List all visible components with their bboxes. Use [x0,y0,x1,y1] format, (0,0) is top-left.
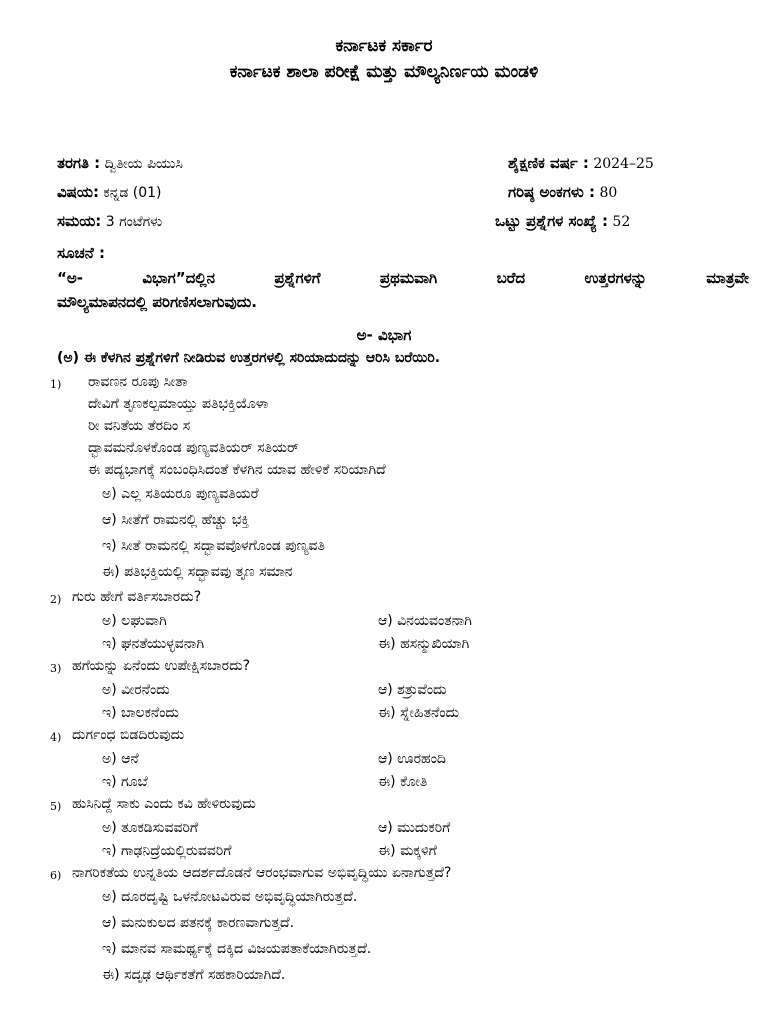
question-1-verse-line-3: ರೀ ವನಿತೆಯ ತೆರದಿಂ ಸ [88,418,191,434]
question-count-label: ಒಟ್ಟು ಪ್ರಶ್ನೆಗಳ ಸಂಖ್ಯೆ : [495,212,608,230]
question-6-option-c[interactable]: ಇ) ಮಾನವ ಸಾಮರ್ಥ್ಯಕ್ಕೆ ದಕ್ಕಿದ ವಿಜಯಪತಾಕೆಯಾಗಿರುತ್ತದೆ. [102,941,372,957]
question-4-option-a[interactable]: ಅ) ಆನೆ [102,751,139,767]
question-3-number: 3) [50,662,62,675]
question-6-number: 6) [50,869,62,882]
question-5-option-d[interactable]: ಈ) ಮಕ್ಕಳಿಗೆ [378,843,437,859]
marks-value: 80 [595,185,618,201]
question-3-option-c[interactable]: ಇ) ಬಾಲಕನೆಂದು [102,705,179,721]
subject-info [57,182,161,201]
question-count-value: 52 [607,214,631,230]
question-5-text: ಹುಸಿನಿದ್ದೆ ಸಾಕು ಎಂದು ಕವಿ ಹೇಳಿರುವುದು [72,796,256,812]
question-4-option-b[interactable]: ಆ) ಊರಹಂದಿ [378,751,446,767]
question-5-option-b[interactable]: ಆ) ಮುದುಕರಿಗೆ [378,820,451,836]
question-4-text: ದುರ್ಗಂಧ ಬಿಡದಿರುವುದು [72,727,185,743]
class-label: ತರಗತಿ : [57,154,101,172]
question-6-option-a[interactable]: ಅ) ದೂರದೃಷ್ಟಿ ಒಳನೋಟವಿರುವ ಅಭಿವೃದ್ಧಿಯಾಗಿರುತ್ತದೆ. [102,889,358,905]
year-label: ಶೈಕ್ಷಣಿಕ ವರ್ಷ : [508,154,589,172]
question-4-option-c[interactable]: ಇ) ಗೂಬೆ [102,774,148,790]
government-title: ಕರ್ನಾಟಕ ಸರ್ಕಾರ [335,36,433,56]
section-title: ಅ- ವಿಭಾಗ [356,326,412,344]
year-info [508,153,654,172]
question-5-option-c[interactable]: ಇ) ಗಾಢನಿದ್ರೆಯಲ್ಲಿರುವವರಿಗೆ [102,843,232,859]
marks-label: ಗರಿಷ್ಠ ಅಂಕಗಳು : [508,183,595,201]
question-3-option-b[interactable]: ಆ) ಶತ್ರುವೆಂದು [378,682,447,698]
question-4-option-d[interactable]: ಈ) ಕೋತಿ [378,774,428,790]
question-1-option-a[interactable]: ಅ) ಎಲ್ಲ ಸತಿಯರೂ ಪುಣ್ಯವತಿಯರೆ [102,486,259,502]
question-1-verse-line-1: ರಾವಣನ ರೂಪು ಸೀತಾ [88,374,188,390]
question-5-number: 5) [50,800,62,813]
question-1-option-b[interactable]: ಆ) ಸೀತೆಗೆ ರಾಮನಲ್ಲಿ ಹೆಚ್ಚು ಭಕ್ತಿ [102,512,250,528]
question-3-option-a[interactable]: ಅ) ವೀರನೆಂದು [102,682,170,698]
marks-info [508,182,617,201]
question-2-option-b[interactable]: ಆ) ವಿನಯವಂತನಾಗಿ [378,613,472,629]
question-1-verse-line-4: ದ್ಭಾವಮನೊಳಕೊಂಡ ಪುಣ್ಯವತಿಯರ್ ಸತಿಯರ್ [88,440,299,456]
question-2-option-d[interactable]: ಈ) ಹಸನ್ಮುಖಿಯಾಗಿ [378,636,470,652]
subject-label: ವಿಷಯ: [57,183,99,201]
time-label: ಸಮಯ: [57,212,102,230]
question-2-text: ಗುರು ಹೇಗೆ ವರ್ತಿಸಬಾರದು? [72,589,202,605]
question-2-option-a[interactable]: ಅ) ಲಘುವಾಗಿ [102,613,167,629]
question-1-number: 1) [50,378,62,391]
question-1-option-c[interactable]: ಇ) ಸೀತೆ ರಾಮನಲ್ಲಿ ಸದ್ಭಾವವೊಳಗೊಂಡ ಪುಣ್ಯವತಿ [102,538,325,554]
instructions-line-1: “ಅ- ವಿಭಾಗ”ದಲ್ಲಿನ ಪ್ರಶ್ನೆಗಳಿಗೆ ಪ್ರಥಮವಾಗಿ ಬರೆದ ಉತ್ತರಗಳನ್ನು ಮಾತ್ರವೇ [57,269,749,287]
question-6-option-d[interactable]: ಈ) ಸದೃಢ ಆರ್ಥಿಕತೆಗೆ ಸಹಕಾರಿಯಾಗಿದೆ. [102,967,286,983]
question-2-option-c[interactable]: ಇ) ಘನತೆಯುಳ್ಳವನಾಗಿ [102,636,205,652]
question-3-text: ಹಗೆಯನ್ನು ಏನೆಂದು ಉಪೇಕ್ಷಿಸಬಾರದು? [72,658,251,674]
instructions-line-2: ಮೌಲ್ಯಮಾಪನದಲ್ಲಿ ಪರಿಗಣಿಸಲಾಗುವುದು. [57,293,257,311]
year-value: 2024–25 [588,156,654,172]
question-1-option-d[interactable]: ಈ) ಪತಿಭಕ್ತಿಯಲ್ಲಿ ಸದ್ಭಾವವು ತೃಣ ಸಮಾನ [102,564,293,580]
question-6-option-b[interactable]: ಆ) ಮನುಕುಲದ ಪತನಕ್ಕೆ ಕಾರಣವಾಗುತ್ತದೆ. [102,915,295,931]
time-value: 3 ಗಂಟೆಗಳು [101,214,163,230]
question-1-prompt: ಈ ಪದ್ಯಭಾಗಕ್ಕೆ ಸಂಬಂಧಿಸಿದಂತೆ ಕೆಳಗಿನ ಯಾವ ಹೇಳಿಕೆ ಸರಿಯಾಗಿದೆ [88,462,386,478]
time-info [57,211,162,230]
board-title: ಕರ್ನಾಟಕ ಶಾಲಾ ಪರೀಕ್ಷೆ ಮತ್ತು ಮೌಲ್ಯನಿರ್ಣಯ ಮಂಡಳಿ [229,62,539,82]
subject-value: ಕನ್ನಡ (01) [98,185,162,201]
question-5-option-a[interactable]: ಅ) ತೂಕಡಿಸುವವರಿಗೆ [102,820,198,836]
class-info [57,153,183,172]
class-value: ದ್ವಿತೀಯ ಪಿಯುಸಿ [100,156,183,172]
instructions-heading: ಸೂಚನೆ : [57,244,105,262]
question-2-number: 2) [50,593,62,606]
question-4-number: 4) [50,731,62,744]
section-instruction: (ಅ) ಈ ಕೆಳಗಿನ ಪ್ರಶ್ನೆಗಳಿಗೆ ನೀಡಿರುವ ಉತ್ತರಗಳಲ್ಲಿ ಸರಿಯಾದುದನ್ನು ಆರಿಸಿ ಬರೆಯಿರಿ. [57,350,441,366]
question-count-info [495,211,630,230]
question-6-text: ನಾಗರಿಕತೆಯ ಉನ್ನತಿಯ ಆದರ್ಶದೊಡನೆ ಆರಂಭವಾಗುವ ಅಭಿವೃದ್ಧಿಯು ಏನಾಗುತ್ತದೆ? [72,865,452,881]
question-3-option-d[interactable]: ಈ) ಸ್ನೇಹಿತನೆಂದು [378,705,460,721]
question-1-verse-line-2: ದೇವಿಗೆ ತೃಣಕಲ್ಪಮಾಯ್ತು ಪತಿಭಕ್ತಿಯೊಳಾ [88,396,269,412]
